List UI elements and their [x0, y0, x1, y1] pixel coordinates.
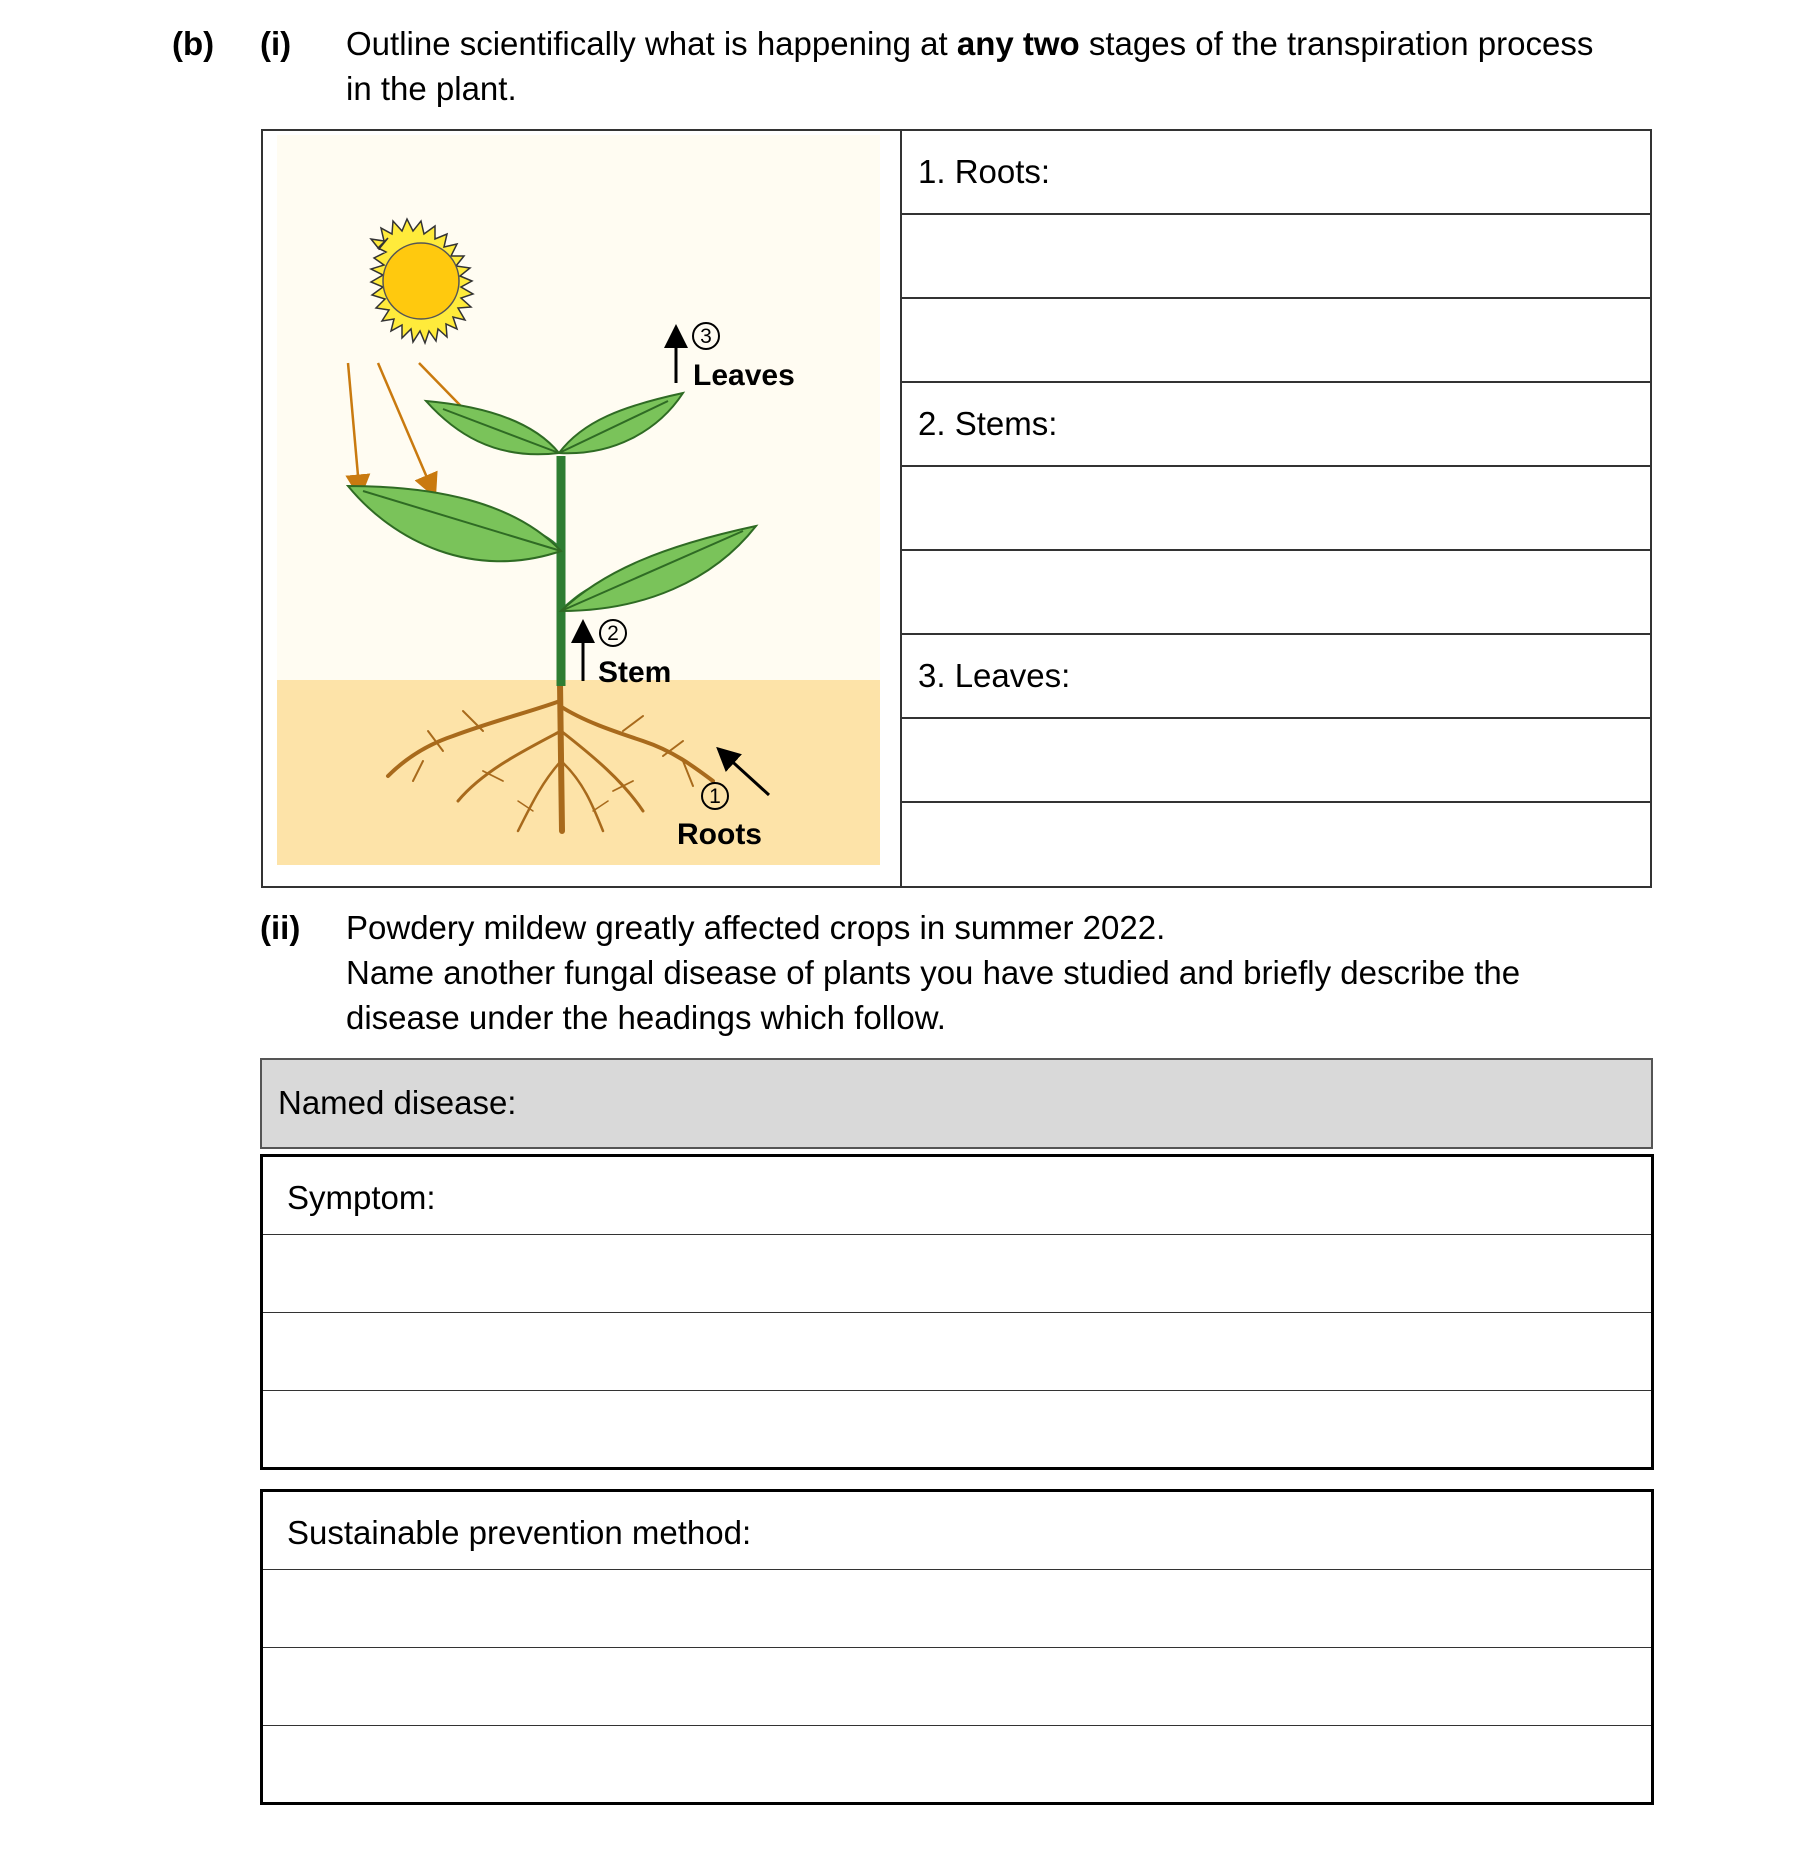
question-instruction: [346, 21, 1593, 66]
symptom-label: Symptom:: [287, 1179, 436, 1216]
sub-part-i-label: (i): [260, 25, 292, 62]
answer-line[interactable]: [902, 467, 1650, 551]
instruction-post: stages of the transpiration process: [1079, 25, 1594, 62]
symptom-answer-line[interactable]: [263, 1391, 1651, 1469]
roots-heading: 1. Roots:: [918, 153, 1051, 190]
instruction-emphasis: any two: [956, 25, 1080, 62]
prevention-heading-row[interactable]: [263, 1492, 1651, 1570]
roots-label: Roots: [677, 818, 762, 851]
answer-row-roots-heading[interactable]: [902, 131, 1650, 215]
answer-row-stems-heading[interactable]: [902, 383, 1650, 467]
answer-line[interactable]: [902, 215, 1650, 299]
transpiration-diagram: [263, 131, 900, 886]
stage-1-number: 1: [709, 785, 721, 808]
sub-part-ii-label: (ii): [260, 909, 301, 946]
instruction-pre: Outline scientifically what is happening at: [346, 25, 957, 62]
sub-ii-line2: Name another fungal disease of plants you have studied and briefly describe the: [346, 954, 1521, 991]
symptom-answer-line[interactable]: [263, 1235, 1651, 1313]
stem-label: Stem: [598, 656, 672, 689]
leaves-label: Leaves: [693, 359, 795, 392]
stage-3-number: 3: [700, 325, 712, 348]
prevention-box: [260, 1489, 1654, 1805]
leaves-heading: 3. Leaves:: [918, 657, 1071, 694]
named-disease-field[interactable]: [260, 1058, 1653, 1149]
answer-line[interactable]: [902, 551, 1650, 635]
answer-line[interactable]: [902, 803, 1650, 886]
answer-row-leaves-heading[interactable]: [902, 635, 1650, 719]
stage-answer-rows: [902, 131, 1650, 886]
symptom-heading-row[interactable]: [263, 1157, 1651, 1235]
transpiration-diagram-cell: [263, 131, 902, 886]
sub-ii-line1: Powdery mildew greatly affected crops in summer 2022.: [346, 909, 1166, 946]
prevention-answer-line[interactable]: [263, 1570, 1651, 1648]
stems-heading: 2. Stems:: [918, 405, 1058, 442]
transpiration-table: [261, 129, 1652, 888]
symptom-answer-line[interactable]: [263, 1313, 1651, 1391]
prevention-answer-line[interactable]: [263, 1726, 1651, 1804]
sub-ii-line3: disease under the headings which follow.: [346, 999, 946, 1036]
question-instruction-line2: in the plant.: [346, 70, 517, 107]
part-label: (b): [172, 25, 215, 62]
named-disease-label: Named disease:: [278, 1084, 517, 1121]
soil-background: [277, 680, 880, 865]
answer-line[interactable]: [902, 299, 1650, 383]
answer-line[interactable]: [902, 719, 1650, 803]
prevention-answer-line[interactable]: [263, 1648, 1651, 1726]
prevention-label: Sustainable prevention method:: [287, 1514, 752, 1551]
stage-2-number: 2: [607, 622, 619, 645]
symptom-box: [260, 1154, 1654, 1470]
